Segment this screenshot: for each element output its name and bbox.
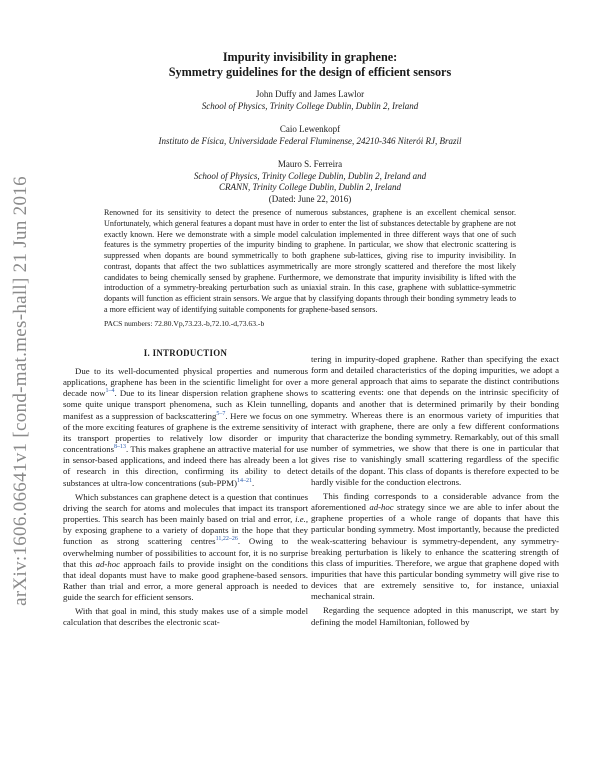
citation[interactable]: 14–21 [237, 477, 252, 484]
text-span: . This makes graphene an attractive material for use in sensor-based applications, and indeed there has already been a lot of research in this direction, confirming its ability to detect substances at ultra-low concentrations (sub-PPM) [63, 444, 308, 488]
dated-line: (Dated: June 22, 2016) [268, 193, 352, 204]
text-span-italic: i.e. [295, 514, 306, 525]
text-span: . [252, 477, 255, 488]
citation[interactable]: 8–13 [114, 444, 127, 451]
left-paragraph-2 [63, 492, 308, 604]
title-line-1: Impurity invisibility in graphene: [222, 50, 398, 64]
text-span-italic: ad-hoc [369, 502, 394, 513]
text-span: . Here we focus on one of the more exciting features of graphene is the extreme sensitivity of its transport properties to relatively low disorder or impurity concentrations [63, 410, 308, 455]
section-heading-introduction: I. INTRODUCTION [143, 348, 228, 358]
text-span: Which substances can graphene detect is a question that continues driving the search for atoms and molecules that impact its transport properties. This search has been mainly based on trial and error, [63, 491, 308, 525]
author-names-3: Mauro S. Ferreira [277, 159, 343, 169]
left-column [63, 366, 308, 629]
text-span-italic: ad-hoc [95, 558, 120, 569]
text-span: approach fails to provide insight on the conditions that ideal dopants must have to make good graphene-based sensors. Rather than trial and error, a more general approach is needed to guide the search for efficient sensors. [63, 558, 308, 603]
text-span: Due to its well-documented physical properties and numerous applications, graphene has been in the scientific limelight for over a decade now [63, 366, 308, 399]
right-paragraph-3: Regarding the sequence adopted in this manuscript, we start by defining the model Hamiltonian, followed by [311, 605, 559, 627]
abstract: Renowned for its sensitivity to detect the presence of numerous substances, graphene is an excellent chemical sensor. Unfortunately, which general features a dopant must have in order to enter the list of substances detectable by graphene are not exactly known. Here we demonstrate with a simple model calculation implemented in three different ways that one of such features is the symmetry properties of the impurity binding to graphene. In particular, we show that electronic scattering is suppressed when dopants are bound symmetrically to both graphene sub-lattices, giving rise to impurity invisibility. In contrast, dopants that affect the two sublattices asymmetrically are more strongly scattered and therefore the most likely candidates to being chemically sensed by graphene. Furthermore, we demonstrate that impurity invisibility is lifted with the introduction of a symmetry-breaking perturbation such as uniaxial strain. In this case, graphene with sublattice-symmetric dopants will function as efficient strain sensors. We argue that by classifying dopants through their bonding symmetry leads to a more efficient way of identifying suitable components for graphene-based sensors. [104, 208, 516, 314]
right-paragraph-2 [311, 491, 559, 603]
citation[interactable]: 11,22–26 [215, 536, 238, 543]
author-names-1: John Duffy and James Lawlor [255, 89, 365, 99]
citation[interactable]: 5–7 [216, 410, 226, 417]
author-block-2 [110, 124, 510, 147]
text-span: . Due to its linear dispersion relation graphene shows some quite unique transport phenomena, such as Klein tunnelling, manifest as a suppression of backscattering [63, 388, 308, 421]
author-affiliation-3a: School of Physics, Trinity College Dublin, Dublin 2, Ireland and [193, 170, 427, 181]
right-paragraph-1: tering in impurity-doped graphene. Rather than specifying the exact form and detailed characteristics of the doping impurities, we adopt a more general approach that aims to separate the distinct contributions to scattering events: one that depends on the intrinsic specificity of dopants and another that is determined primarily by their bonding symmetry. Whereas there is an enormous variety of impurities that interact with graphene, there are only a few different conformations that characterize the bonding symmetry. Remarkably, out of this small number of symmetries, we show that there is one in particular that gives rise to vanishingly small scattering regardless of the specific details of the dopant. This class of dopants is therefore expected to be hardly visible for the conduction electrons. [311, 354, 559, 487]
right-column [311, 354, 559, 628]
arxiv-stamp [6, 156, 36, 626]
left-paragraph-1 [63, 366, 308, 489]
arxiv-stamp-text: arXiv:1606.06641v1 [cond-mat.mes-hall] 21 Jun 2016 [10, 176, 32, 606]
author-names-2: Caio Lewenkopf [279, 124, 341, 134]
citation[interactable]: 1–4 [105, 388, 115, 395]
title-line-2: Symmetry guidelines for the design of efficient sensors [168, 64, 452, 79]
text-span: This finding corresponds to a considerable advance from the aforementioned [311, 490, 559, 513]
author-affiliation-2: Instituto de Física, Universidade Federal Fluminense, 24210-346 Niterói RJ, Brazil [158, 135, 462, 146]
text-span: . Owing to the overwhelming number of possibilities to account for, it is no surprise that this [63, 536, 308, 569]
left-paragraph-3: With that goal in mind, this study makes use of a simple model calculation that describes the electronic scat- [63, 606, 308, 628]
author-block-1 [110, 89, 510, 112]
author-block-3 [110, 159, 510, 205]
author-affiliation-3b: CRANN, Trinity College Dublin, Dublin 2, Ireland [219, 182, 401, 192]
text-span: , by exposing graphene to a variety of dopants in the hope that they function as strong scattering centres [63, 514, 308, 547]
pacs-numbers: PACS numbers: 72.80.Vp,73.23.-b,72.10.-d,73.63.-b [104, 319, 265, 328]
author-affiliation-1: School of Physics, Trinity College Dublin, Dublin 2, Ireland [201, 100, 419, 111]
paper-title [100, 50, 520, 79]
text-span: strategy since we are able to infer about the graphene properties of a whole range of dopants that have this particular bonding symmetry. Most importantly, because the predicted weak-scattering behaviour is symmetry-dependent, any symmetry-breaking perturbation is likely to enhance the scattering strength of this class of impurities. Therefore, we argue that graphene doped with impurities that have this particular bonding symmetry will give rise to devices that are extremely sensitive to, for instance, uniaxial mechanical strain. [311, 502, 559, 602]
